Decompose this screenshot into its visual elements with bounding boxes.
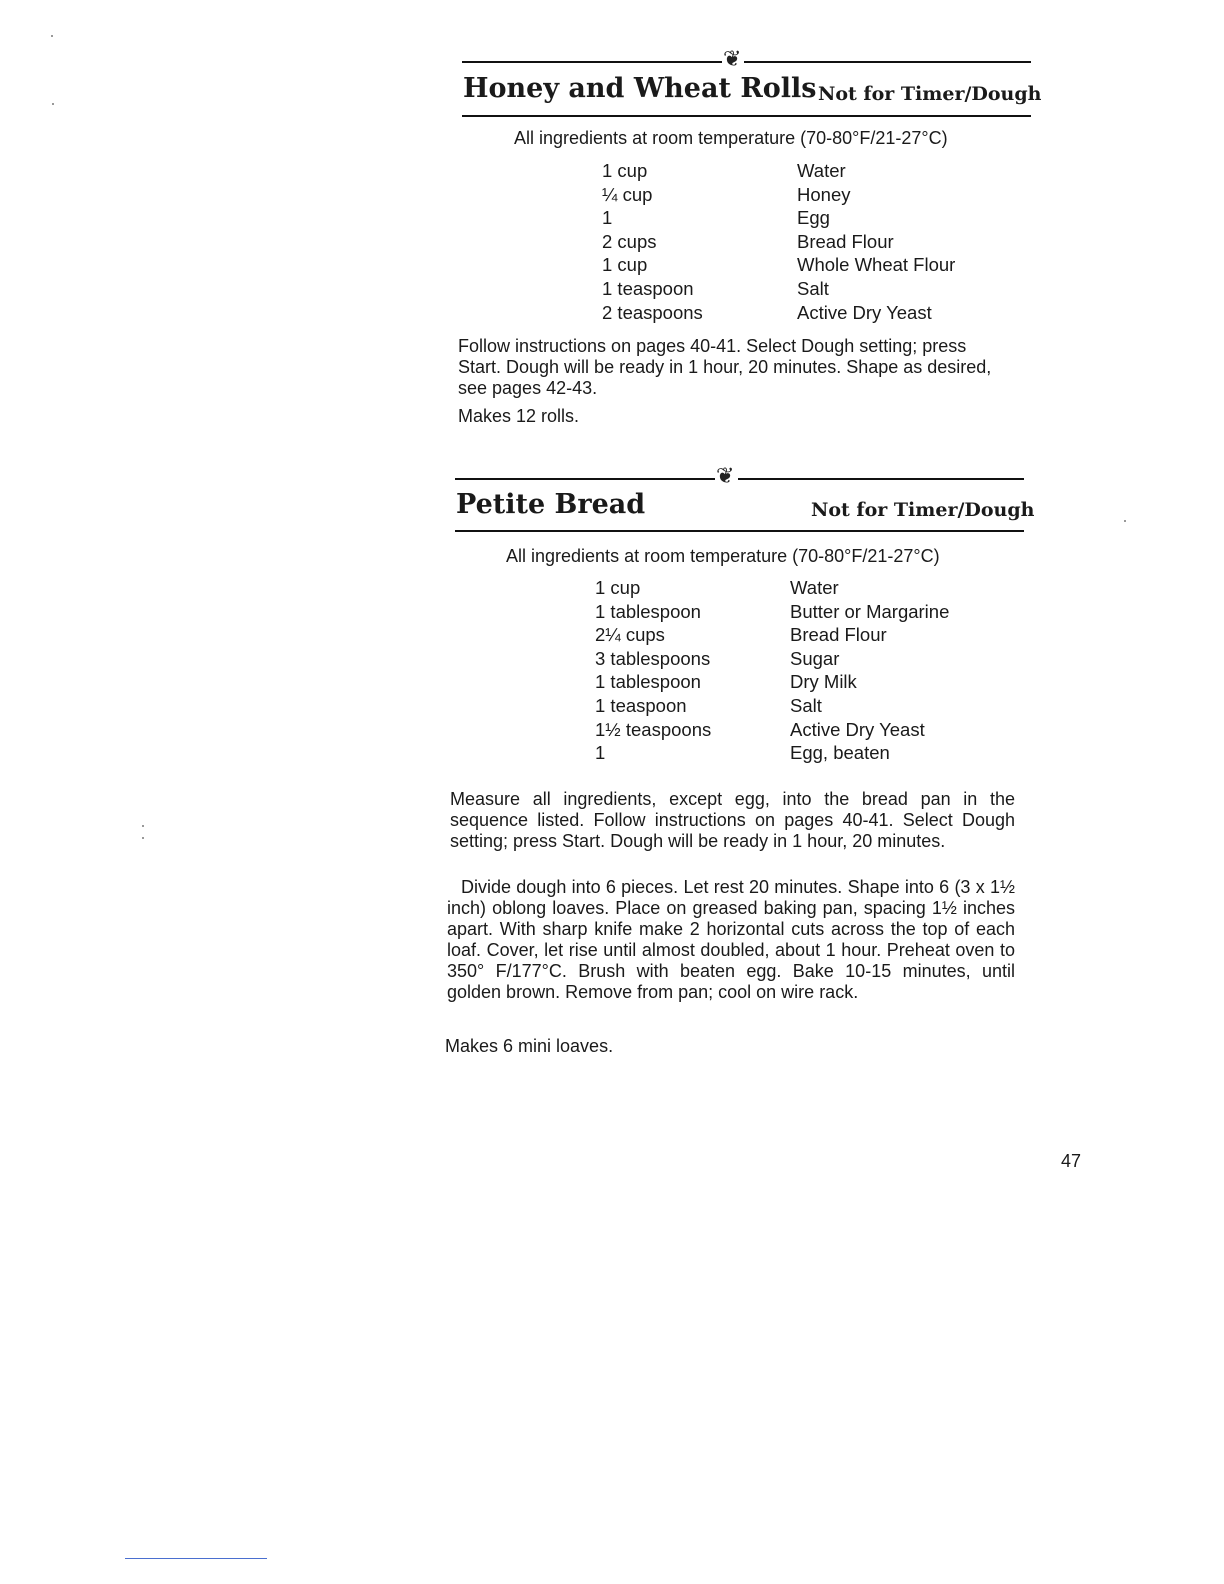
ingredient-qty: 2¼ cups — [595, 624, 665, 646]
wheat-ornament-icon: ❦ — [716, 464, 735, 489]
top-rule-left — [455, 478, 715, 480]
ingredient-item: Honey — [797, 183, 851, 205]
ingredient-item: Salt — [797, 277, 829, 299]
ingredient-row — [602, 230, 955, 254]
title-underline — [455, 530, 1024, 532]
ingredient-item: Egg, beaten — [790, 742, 890, 764]
scan-speck — [51, 35, 53, 37]
ingredient-item: Bread Flour — [790, 624, 887, 646]
ingredient-row — [602, 301, 955, 325]
ingredient-qty: 2 cups — [602, 230, 657, 252]
ingredient-row — [595, 647, 949, 671]
top-rule-left — [462, 61, 722, 63]
ingredient-row — [602, 253, 955, 277]
recipe-tag: Not for Timer/Dough — [811, 499, 1035, 521]
ingredient-qty: ¼ cup — [602, 183, 653, 205]
ingredient-item: Salt — [790, 694, 822, 716]
recipe-tag: Not for Timer/Dough — [818, 83, 1042, 105]
ingredient-item: Water — [797, 160, 846, 181]
ingredient-qty: 1 — [595, 742, 606, 764]
ingredient-qty: 1 — [602, 207, 613, 229]
scan-speck — [142, 825, 144, 827]
title-underline — [462, 115, 1031, 117]
ingredient-row — [595, 741, 949, 765]
ingredient-item: Butter or Margarine — [790, 600, 950, 622]
scan-speck — [1124, 520, 1126, 522]
ingredient-qty: 1 tablespoon — [595, 671, 701, 693]
ingredient-row — [602, 206, 955, 230]
ingredient-list — [595, 576, 949, 765]
ingredient-qty: 1 cup — [595, 577, 641, 598]
page-number: 47 — [1061, 1151, 1082, 1171]
ingredient-row — [602, 183, 955, 207]
ingredient-row — [595, 576, 949, 600]
ingredient-row — [595, 600, 949, 624]
ingredient-item: Water — [790, 577, 839, 598]
footer-line — [125, 1558, 267, 1559]
ingredient-item: Active Dry Yeast — [797, 301, 932, 323]
ingredient-row — [595, 623, 949, 647]
ingredient-qty: 1 cup — [602, 254, 648, 276]
recipe-yield: Makes 6 mini loaves. — [445, 1036, 614, 1056]
temperature-note: All ingredients at room temperature (70-80°F/21-27°C) — [514, 128, 948, 148]
ingredient-row — [595, 718, 949, 742]
instructions-paragraph: Follow instructions on pages 40-41. Select Dough setting; press Start. Dough will be ready in 1 hour, 20 minutes. Shape as desired, see pages 42-43. — [458, 336, 992, 398]
ingredient-item: Whole Wheat Flour — [797, 254, 956, 276]
ingredient-qty: 1 tablespoon — [595, 600, 701, 622]
wheat-ornament-icon: ❦ — [723, 47, 742, 72]
top-rule-right — [744, 61, 1031, 63]
recipe-title: Petite Bread — [456, 489, 646, 520]
top-rule-right — [738, 478, 1024, 480]
ingredient-row — [602, 277, 955, 301]
ingredient-list — [602, 159, 955, 324]
recipe-title: Honey and Wheat Rolls — [463, 73, 817, 104]
ingredient-row — [602, 159, 955, 183]
ingredient-row — [595, 670, 949, 694]
temperature-note: All ingredients at room temperature (70-80°F/21-27°C) — [506, 546, 940, 566]
scan-speck — [52, 103, 54, 105]
ingredient-item: Active Dry Yeast — [790, 718, 925, 740]
ingredient-row — [595, 694, 949, 718]
ingredient-qty: 1 cup — [602, 160, 648, 181]
instructions-paragraph: Divide dough into 6 pieces. Let rest 20 minutes. Shape into 6 (3 x 1½ inch) oblong loaves. Place on greased baking pan, spacing 1½ inches apart. With sharp knife make 2 horizontal cuts across the top of each loaf. Cover, let rise until almost doubled, about 1 hour. Preheat oven to 350° F/177°C. Brush with beaten egg. Bake 10-15 minutes, until golden brown. Remove from pan; cool on wire rack. — [447, 877, 1015, 1002]
instructions-paragraph: Measure all ingredients, except egg, into the bread pan in the sequence listed. Follow instructions on pages 40-41. Select Dough setting; press Start. Dough will be ready in 1 hour, 20 minutes. — [450, 789, 1015, 851]
scan-speck — [142, 837, 144, 839]
ingredient-qty: 3 tablespoons — [595, 647, 711, 669]
ingredient-item: Bread Flour — [797, 230, 894, 252]
ingredient-item: Dry Milk — [790, 671, 857, 693]
recipe-yield: Makes 12 rolls. — [458, 406, 580, 426]
ingredient-item: Sugar — [790, 647, 840, 669]
ingredient-item: Egg — [797, 207, 830, 229]
ingredient-qty: 1 teaspoon — [595, 694, 687, 716]
ingredient-qty: 1 teaspoon — [602, 277, 694, 299]
ingredient-qty: 1½ teaspoons — [595, 718, 712, 740]
ingredient-qty: 2 teaspoons — [602, 301, 703, 323]
